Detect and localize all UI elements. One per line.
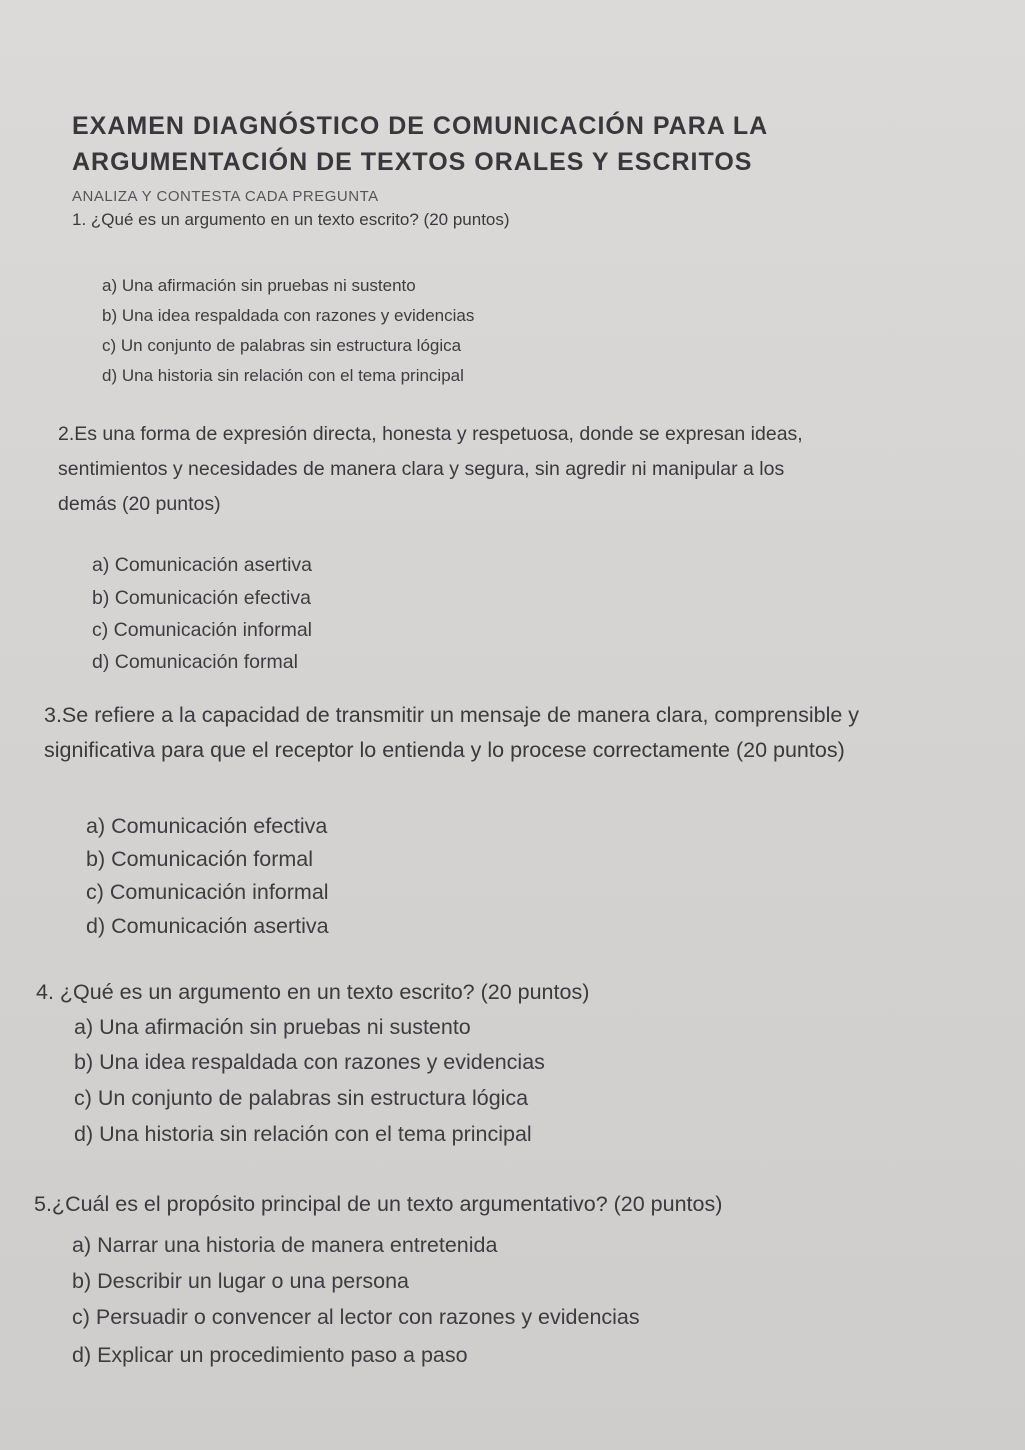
question-1-option-b: b) Una idea respaldada con razones y evidencias xyxy=(102,306,475,325)
question-1-option-d: d) Una historia sin relación con el tema principal xyxy=(102,366,464,385)
question-2-option-c: c) Comunicación informal xyxy=(92,619,312,641)
question-4-option-c: c) Un conjunto de palabras sin estructura lógica xyxy=(74,1086,529,1110)
question-3-option-d: d) Comunicación asertiva xyxy=(86,914,329,938)
question-2-option-b: b) Comunicación efectiva xyxy=(92,587,311,609)
question-5-option-b: b) Describir un lugar o una persona xyxy=(72,1269,410,1293)
question-4-option-b: b) Una idea respaldada con razones y evidencias xyxy=(74,1050,545,1074)
question-5-option-a: a) Narrar una historia de manera entretenida xyxy=(72,1233,498,1257)
question-4: 4. ¿Qué es un argumento en un texto escrito? (20 puntos) xyxy=(36,980,590,1004)
exam-title-line-1: EXAMEN DIAGNÓSTICO DE COMUNICACIÓN PARA LA xyxy=(72,112,769,140)
question-4-option-d: d) Una historia sin relación con el tema principal xyxy=(74,1122,532,1146)
exam-instructions: ANALIZA Y CONTESTA CADA PREGUNTA xyxy=(72,188,379,205)
question-1-option-c: c) Un conjunto de palabras sin estructura lógica xyxy=(102,336,462,355)
question-3-option-a: a) Comunicación efectiva xyxy=(86,814,328,838)
question-3-option-c: c) Comunicación informal xyxy=(86,880,329,904)
question-3-line-1: 3.Se refiere a la capacidad de transmitir un mensaje de manera clara, comprensible y xyxy=(44,703,860,727)
question-4-option-a: a) Una afirmación sin pruebas ni sustento xyxy=(74,1015,471,1039)
question-1-option-a: a) Una afirmación sin pruebas ni sustento xyxy=(102,276,416,295)
exam-title-line-2: ARGUMENTACIÓN DE TEXTOS ORALES Y ESCRITOS xyxy=(72,148,753,176)
question-3-line-2: significativa para que el receptor lo entienda y lo procese correctamente (20 puntos) xyxy=(44,738,845,762)
question-1: 1. ¿Qué es un argumento en un texto escrito? (20 puntos) xyxy=(72,210,510,229)
question-2-option-a: a) Comunicación asertiva xyxy=(92,554,313,576)
question-2-line-1: 2.Es una forma de expresión directa, honesta y respetuosa, donde se expresan ideas, xyxy=(58,423,803,445)
question-2-line-2: sentimientos y necesidades de manera clara y segura, sin agredir ni manipular a los xyxy=(58,458,785,480)
question-2-line-3: demás (20 puntos) xyxy=(58,493,221,515)
question-5-option-c: c) Persuadir o convencer al lector con razones y evidencias xyxy=(72,1305,640,1329)
question-5-option-d: d) Explicar un procedimiento paso a paso xyxy=(72,1343,468,1367)
question-2-option-d: d) Comunicación formal xyxy=(92,651,298,673)
question-3-option-b: b) Comunicación formal xyxy=(86,847,314,871)
question-5: 5.¿Cuál es el propósito principal de un texto argumentativo? (20 puntos) xyxy=(34,1192,723,1216)
